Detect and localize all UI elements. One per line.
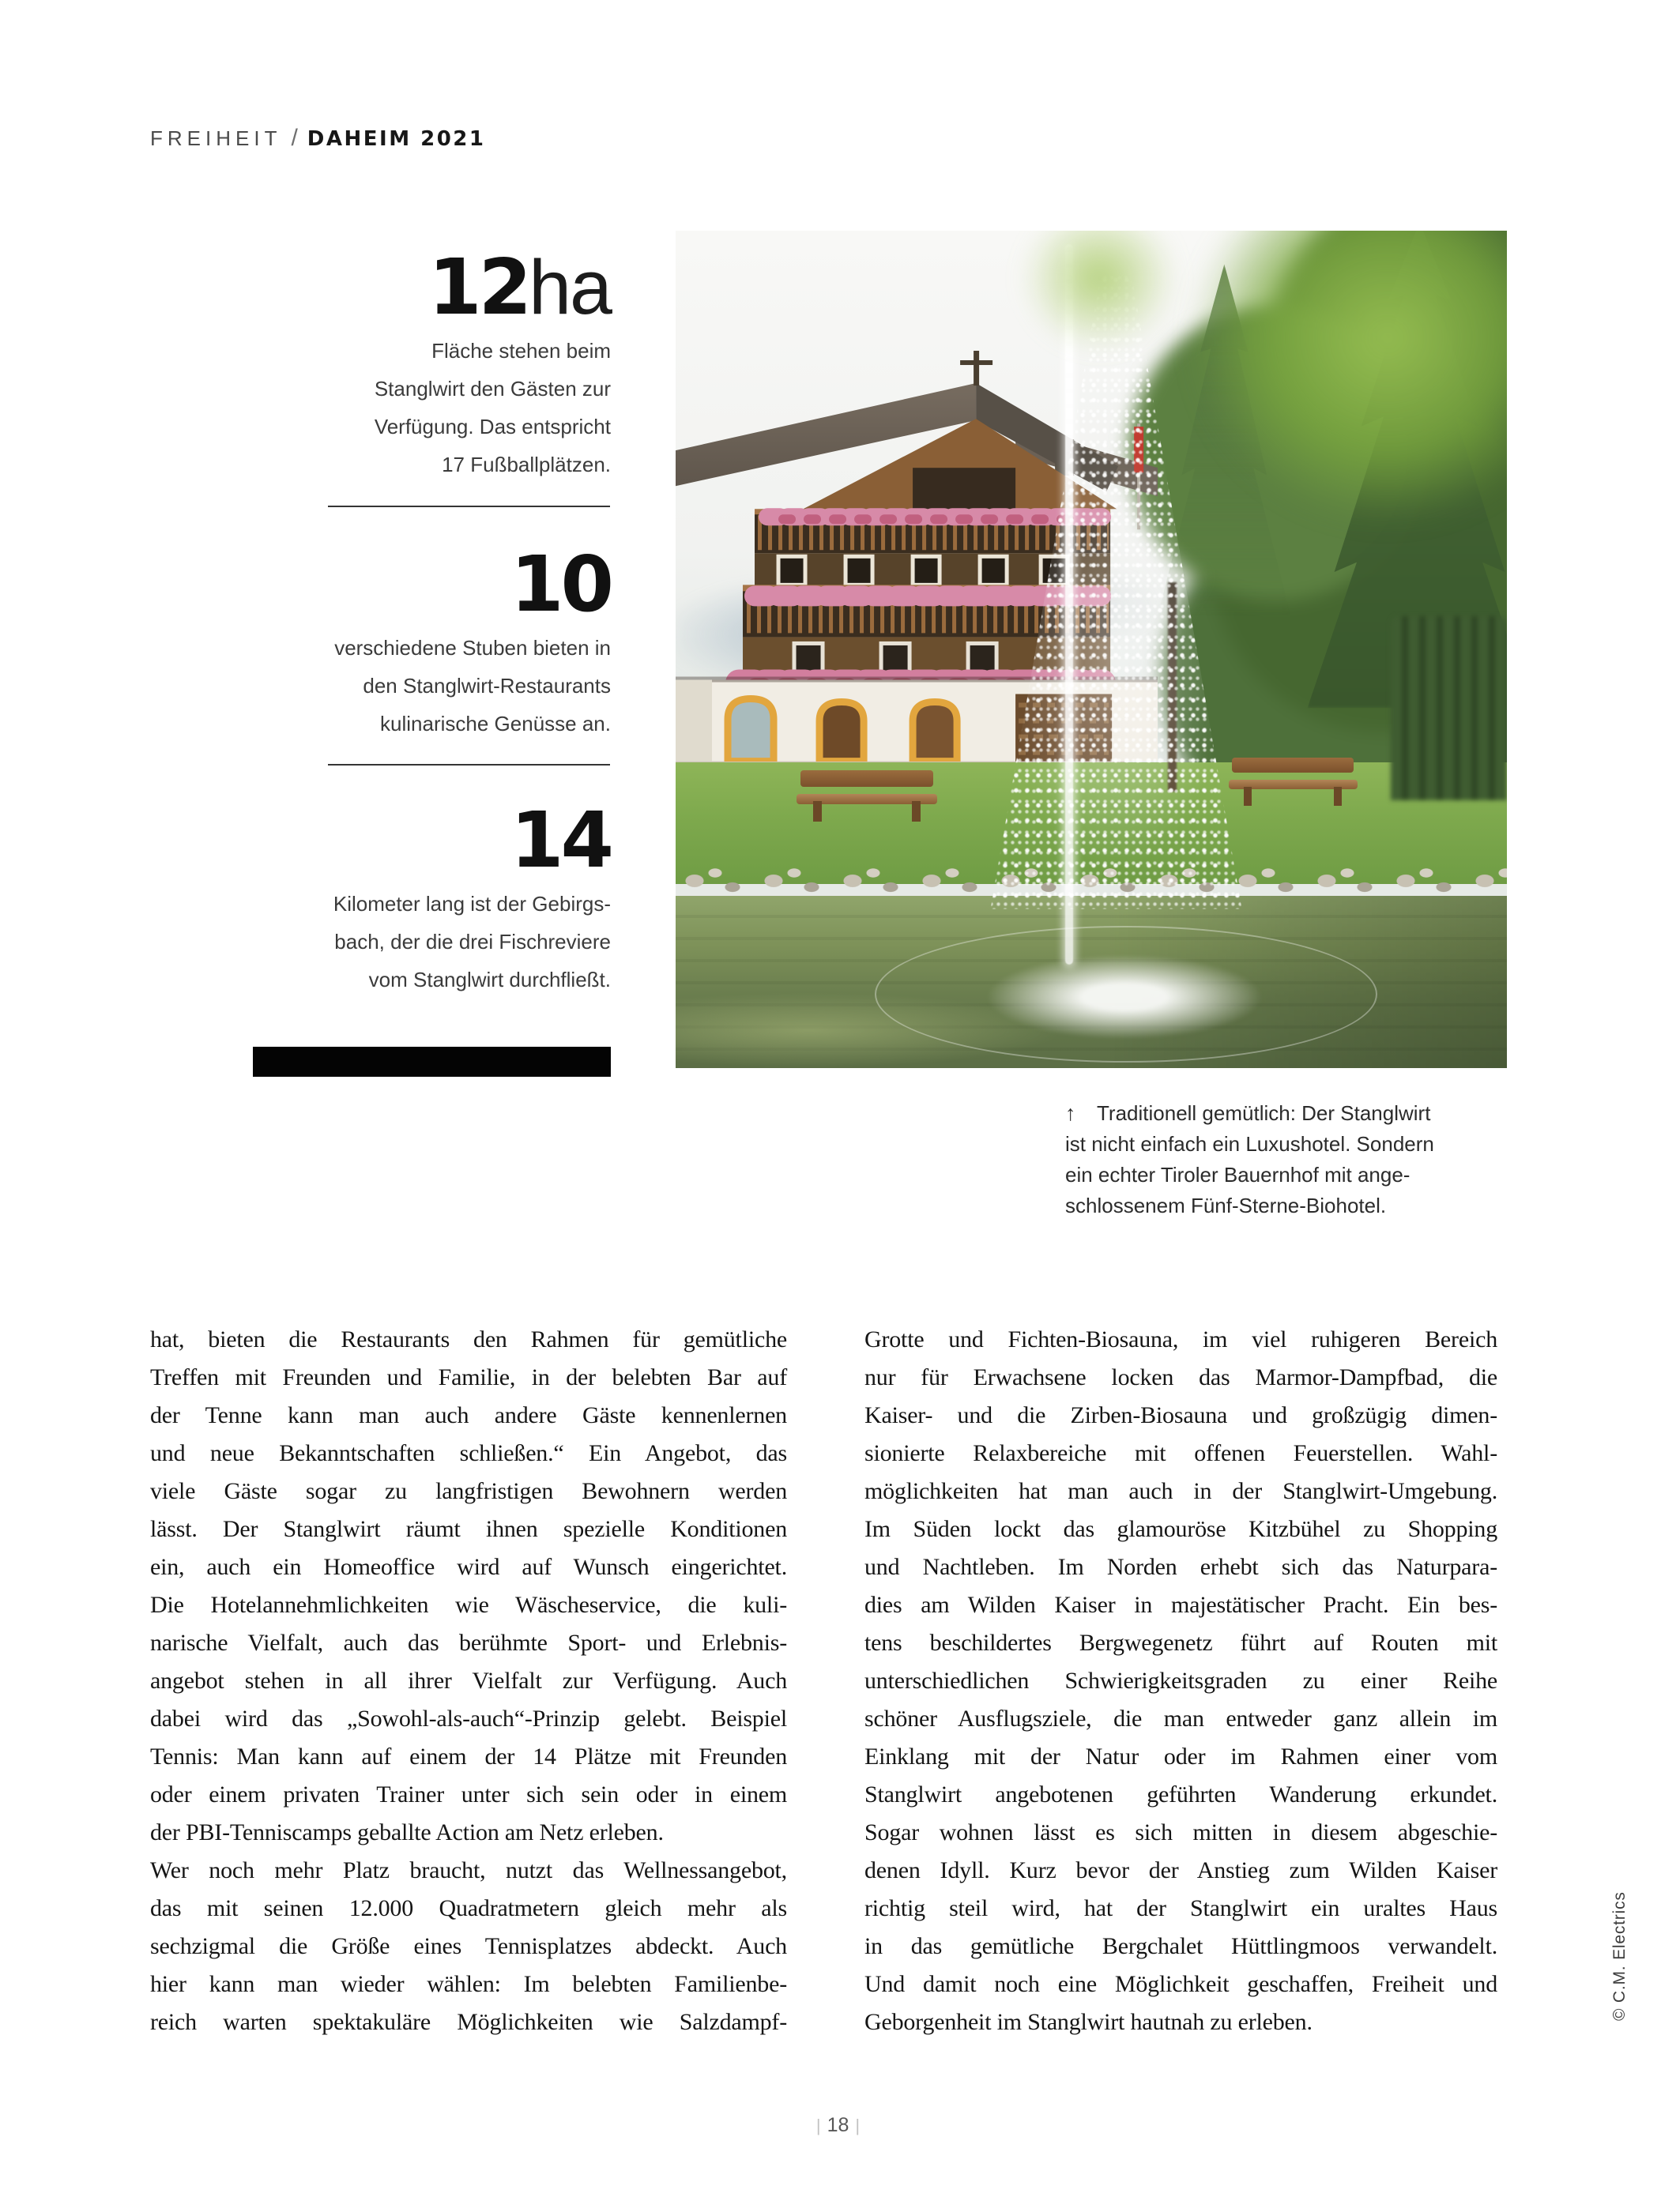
text-line: tens beschildertes Bergwegenetz führt auf Routen mit bbox=[864, 1630, 1497, 1656]
caption-lines bbox=[1065, 1098, 1508, 1221]
text-line: und Nachtleben. Im Norden erhebt sich das Naturpara- bbox=[864, 1554, 1497, 1580]
text-line: denen Idyll. Kurz bevor der Anstieg zum Wilden Kaiser bbox=[864, 1857, 1497, 1883]
bench-backrest bbox=[800, 770, 933, 787]
text-line: Tennis: Man kann auf einem der 14 Plätze mit Freunden bbox=[150, 1744, 787, 1770]
bench-backrest bbox=[1232, 758, 1353, 773]
text-line: sionierte Relaxbereiche mit offenen Feuerstellen. Wahl- bbox=[864, 1440, 1497, 1466]
text-line: 17 Fußballplätzen. bbox=[442, 453, 611, 476]
wooden-bench bbox=[797, 770, 938, 822]
bench-leg bbox=[1334, 787, 1342, 807]
folio-bar: | bbox=[855, 2116, 861, 2135]
stat-divider bbox=[328, 764, 610, 766]
bench-leg bbox=[813, 801, 822, 822]
page-header bbox=[150, 125, 485, 152]
bench-leg bbox=[1244, 787, 1252, 807]
text-line: Treffen mit Freunden und Familie, in der belebten Bar auf bbox=[150, 1364, 787, 1390]
text-line: in das gemütliche Bergchalet Hüttlingmoos verwandelt. bbox=[864, 1933, 1497, 1959]
text-line: Im Süden lockt das glamouröse Kitzbühel zu Shopping bbox=[864, 1516, 1497, 1542]
text-line: dabei wird das „Sowohl-als-auch“-Prinzip gelebt. Beispiel bbox=[150, 1706, 787, 1732]
text-line: dies am Wilden Kaiser in majestätischer Pracht. Ein bes- bbox=[864, 1592, 1497, 1618]
text-line: reich warten spektakuläre Möglichkeiten wie Salzdampf- bbox=[150, 2009, 787, 2035]
text-line: der Tenne kann man auch andere Gäste kennenlernen bbox=[150, 1402, 787, 1428]
stat-number: 14 bbox=[510, 796, 611, 885]
stat-divider bbox=[328, 506, 610, 507]
text-line: Einklang mit der Natur oder im Rahmen einer vom bbox=[864, 1744, 1497, 1770]
text-line: Wer noch mehr Platz braucht, nutzt das Wellnessangebot, bbox=[150, 1857, 787, 1883]
section-end-bar bbox=[253, 1047, 611, 1077]
folio-bar: | bbox=[815, 2116, 821, 2135]
text-line: hier kann man wieder wählen: Im belebten Familienbe- bbox=[150, 1971, 787, 1997]
text-line: möglichkeiten hat man auch in der Stanglwirt-Umgebung. bbox=[864, 1478, 1497, 1504]
arrow-up-icon: ↑ bbox=[1065, 1101, 1076, 1125]
photo-credit: © C.M. Electrics bbox=[1610, 1891, 1629, 2021]
text-line: ist nicht einfach ein Luxushotel. Sondern bbox=[1065, 1132, 1434, 1156]
text-line: der PBI-Tenniscamps geballte Action am Netz erleben. bbox=[150, 1819, 664, 1845]
text-line: Stanglwirt den Gästen zur bbox=[374, 377, 611, 401]
text-line: sechzigmal die Größe eines Tennisplatzes abdeckt. Auch bbox=[150, 1933, 787, 1959]
text-line: das mit seinen 12.000 Quadratmetern gleich mehr als bbox=[150, 1895, 787, 1921]
bench-leg bbox=[912, 801, 921, 822]
stat-gebirgsbach bbox=[253, 796, 611, 999]
text-line: den Stanglwirt-Restaurants bbox=[363, 674, 611, 698]
issue-title: DAHEIM 2021 bbox=[307, 127, 486, 151]
text-line: Kaiser- und die Zirben-Biosauna und großzügig dimen- bbox=[864, 1402, 1497, 1428]
stat-area-12ha bbox=[253, 243, 611, 483]
text-line: Verfügung. Das entspricht bbox=[374, 415, 611, 438]
header-separator: / bbox=[291, 125, 298, 151]
text-line: Traditionell gemütlich: Der Stanglwirt bbox=[1097, 1101, 1431, 1125]
text-line: richtig steil wird, hat der Stanglwirt ein uraltes Haus bbox=[864, 1895, 1497, 1921]
photo-foreground-foliage-blur bbox=[1108, 231, 1507, 649]
text-line: ein echter Tiroler Bauernhof mit ange- bbox=[1065, 1163, 1410, 1187]
text-line: ein, auch ein Homeoffice wird auf Wunsch eingerichtet. bbox=[150, 1554, 787, 1580]
text-line: unterschiedlichen Schwierigkeitsgraden zu einer Reihe bbox=[864, 1668, 1497, 1694]
text-line: Sogar wohnen lässt es sich mitten in diesem abgeschie- bbox=[864, 1819, 1497, 1845]
page-footer bbox=[0, 2114, 1676, 2137]
text-line: angebot stehen in all ihrer Vielfalt zur Verfügung. Auch bbox=[150, 1668, 787, 1694]
stat-stuben bbox=[253, 540, 611, 743]
text-line: narische Vielfalt, auch das berühmte Sport- und Erlebnis- bbox=[150, 1630, 787, 1656]
article-column-right bbox=[864, 1321, 1497, 2041]
photo-fountain-splash bbox=[933, 939, 1316, 1055]
text-line: Geborgenheit im Stanglwirt hautnah zu erleben. bbox=[864, 2009, 1313, 2035]
stat-description bbox=[253, 629, 611, 743]
page-number: 18 bbox=[827, 2114, 849, 2136]
text-line: schöner Ausflugsziele, die man entweder ganz allein im bbox=[864, 1706, 1497, 1732]
text-line: hat, bieten die Restaurants den Rahmen für gemütliche bbox=[150, 1326, 787, 1352]
text-line: Fläche stehen beim bbox=[431, 339, 611, 363]
article-column-left bbox=[150, 1321, 787, 2041]
text-line: bach, der die drei Fischreviere bbox=[334, 930, 611, 954]
stat-description bbox=[253, 885, 611, 999]
text-line: viele Gäste sogar zu langfristigen Bewohnern werden bbox=[150, 1478, 787, 1504]
text-line: Stanglwirt angebotenen geführten Wanderung erkundet. bbox=[864, 1781, 1497, 1808]
stat-number: 12ha bbox=[428, 243, 611, 332]
text-line: Kilometer lang ist der Gebirgs- bbox=[333, 892, 611, 916]
photo-caption bbox=[1065, 1098, 1508, 1221]
text-line: kulinarische Genüsse an. bbox=[380, 712, 611, 735]
text-line: vom Stanglwirt durchfließt. bbox=[368, 968, 611, 991]
stat-description bbox=[253, 332, 611, 483]
text-line: Die Hotelannehmlichkeiten wie Wäscheservice, die kuli- bbox=[150, 1592, 787, 1618]
text-line: verschiedene Stuben bieten in bbox=[334, 636, 611, 660]
text-line: Grotte und Fichten-Biosauna, im viel ruhigeren Bereich bbox=[864, 1326, 1497, 1352]
text-line: schlossenem Fünf-Sterne-Biohotel. bbox=[1065, 1194, 1387, 1217]
wooden-bench bbox=[1229, 758, 1358, 806]
stat-number: 10 bbox=[510, 540, 611, 629]
text-line: lässt. Der Stanglwirt räumt ihnen spezielle Konditionen bbox=[150, 1516, 787, 1542]
hotel-pond-photo bbox=[676, 231, 1507, 1068]
text-line: und neue Bekanntschaften schließen.“ Ein Angebot, das bbox=[150, 1440, 787, 1466]
section-title: FREIHEIT bbox=[150, 126, 282, 150]
text-line: nur für Erwachsene locken das Marmor-Dampfbad, die bbox=[864, 1364, 1497, 1390]
text-line: Und damit noch eine Möglichkeit geschaffen, Freiheit und bbox=[864, 1971, 1497, 1997]
text-line: oder einem privaten Trainer unter sich sein oder in einem bbox=[150, 1781, 787, 1808]
